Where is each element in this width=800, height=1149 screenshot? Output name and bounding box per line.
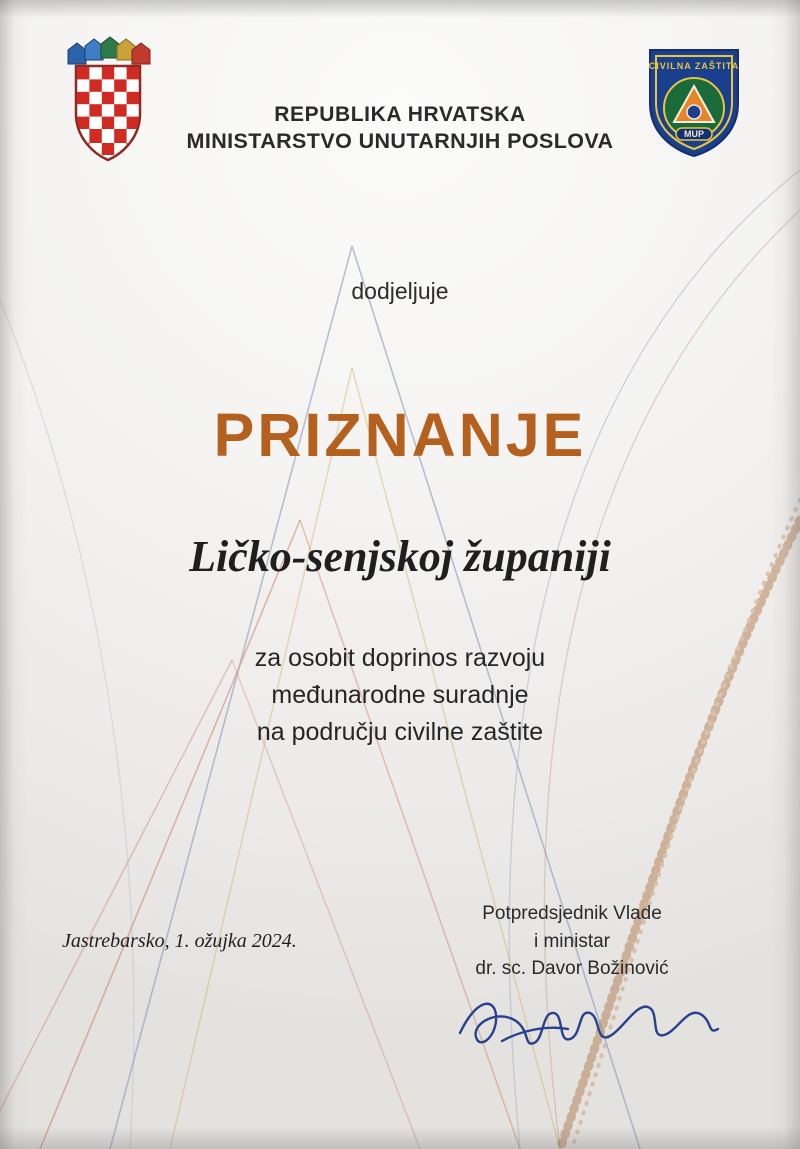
ministry-heading <box>0 102 800 155</box>
signer-title-line-2: i ministar <box>533 930 610 952</box>
svg-text:CIVILNA ZAŠTITA: CIVILNA ZAŠTITA <box>648 61 740 71</box>
paper-edge-top <box>0 0 800 18</box>
reason-line-2: međunarodne suradnje <box>271 681 529 709</box>
awards-label: dodjeljuje <box>351 278 449 304</box>
document-header <box>0 24 800 174</box>
signer-name: dr. sc. Davor Božinović <box>475 958 669 980</box>
handwritten-signature-icon <box>450 985 730 1065</box>
award-reason <box>0 640 800 751</box>
signer-title-line-1: Potpredsjednik Vlade <box>482 903 662 924</box>
place-and-date: Jastrebarsko, 1. ožujka 2024. <box>62 930 297 952</box>
reason-line-3: na području civilne zaštite <box>256 718 544 746</box>
paper-edge-bottom <box>0 1127 800 1149</box>
svg-text:MUP: MUP <box>684 129 704 139</box>
heading-line-ministry: MINISTARSTVO UNUTARNJIH POSLOVA <box>186 129 614 154</box>
certificate-title: PRIZNANJE <box>213 401 587 469</box>
heading-line-country: REPUBLIKA HRVATSKA <box>274 103 526 126</box>
signer-block <box>422 900 722 983</box>
reason-line-1: za osobit doprinos razvoju <box>254 644 546 672</box>
recipient-name: Ličko-senjskoj županiji <box>189 532 611 581</box>
